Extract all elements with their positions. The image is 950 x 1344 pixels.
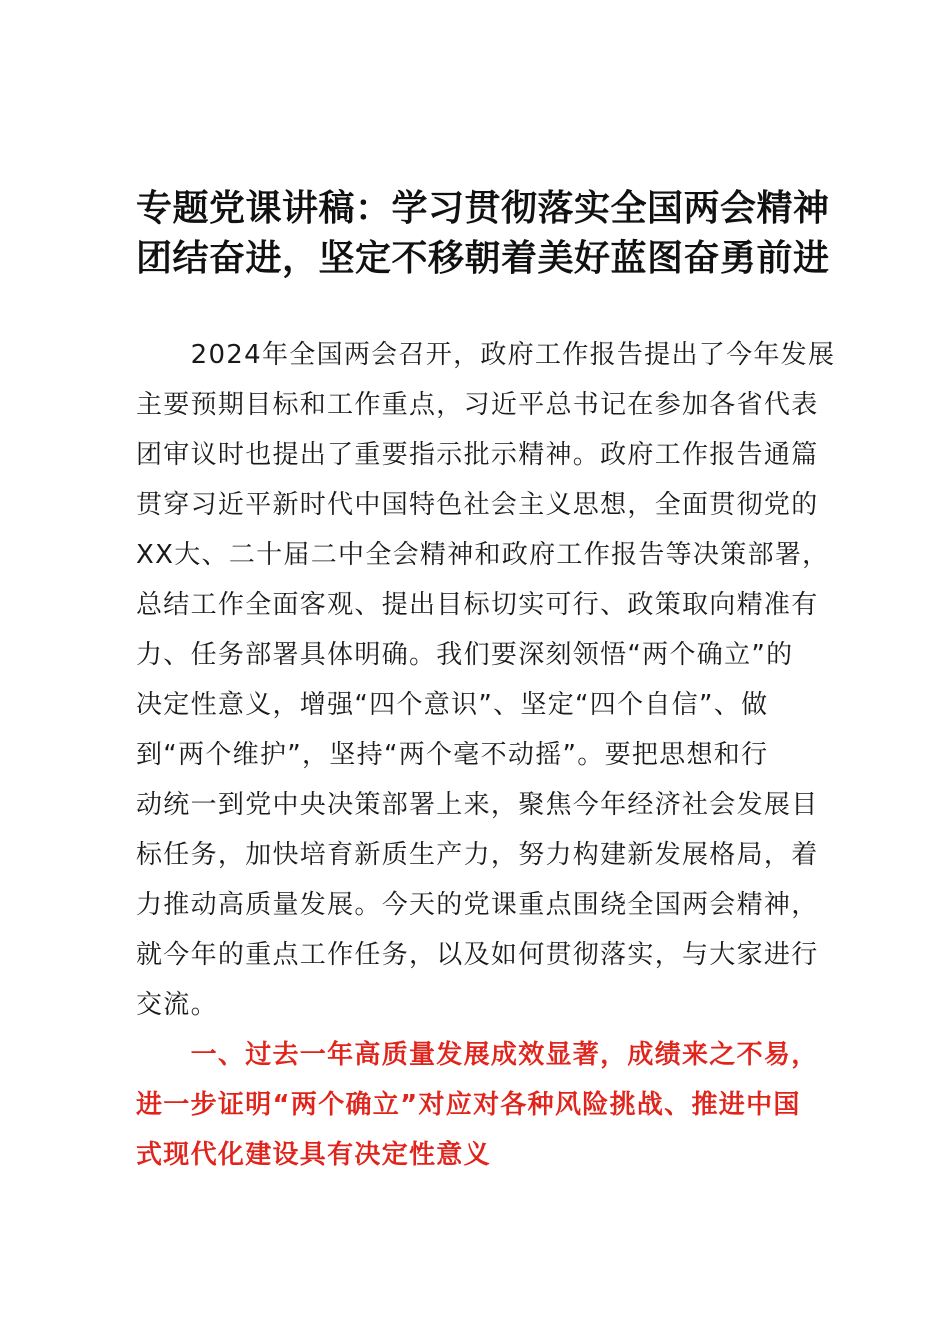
paragraph-line: 决定性意义，增强“四个意识”、坚定“四个自信”、做 (136, 690, 769, 720)
paragraph-line: 贯穿习近平新时代中国特色社会主义思想，全面贯彻党的 (136, 490, 819, 520)
paragraph-line: 力推动高质量发展。今天的党课重点围绕全国两会精神， (136, 890, 819, 920)
paragraph-line: 到“两个维护”，坚持“两个毫不动摇”。要把思想和行 (136, 740, 769, 770)
title-line: 专题党课讲稿：学习贯彻落实全国两会精神 (136, 188, 830, 229)
section-heading-line: 进一步证明“两个确立”对应对各种风险挑战、推进中国 (136, 1090, 801, 1120)
paragraph-line: 动统一到党中央决策部署上来，聚焦今年经济社会发展目 (136, 790, 819, 820)
paragraph-line: 主要预期目标和工作重点，习近平总书记在参加各省代表 (136, 390, 819, 420)
paragraph-line: XX大、二十届二中全会精神和政府工作报告等决策部署， (136, 540, 830, 570)
title-line: 团结奋进，坚定不移朝着美好蓝图奋勇前进 (136, 238, 830, 279)
section-heading-line: 一、过去一年高质量发展成效显著，成绩来之不易， (136, 1040, 819, 1070)
section-heading (136, 1030, 836, 1180)
document-title (136, 184, 856, 284)
paragraph-line: 力、任务部署具体明确。我们要深刻领悟“两个确立”的 (136, 640, 794, 670)
paragraph-line: 2024年全国两会召开，政府工作报告提出了今年发展 (136, 340, 836, 370)
intro-paragraph (136, 330, 836, 1030)
paragraph-line: 就今年的重点工作任务，以及如何贯彻落实，与大家进行 (136, 940, 819, 970)
paragraph-line: 总结工作全面客观、提出目标切实可行、政策取向精准有 (136, 590, 819, 620)
paragraph-line: 交流。 (136, 990, 218, 1020)
paragraph-line: 团审议时也提出了重要指示批示精神。政府工作报告通篇 (136, 440, 819, 470)
paragraph-line: 标任务，加快培育新质生产力，努力构建新发展格局，着 (136, 840, 819, 870)
section-heading-line: 式现代化建设具有决定性意义 (136, 1140, 491, 1170)
